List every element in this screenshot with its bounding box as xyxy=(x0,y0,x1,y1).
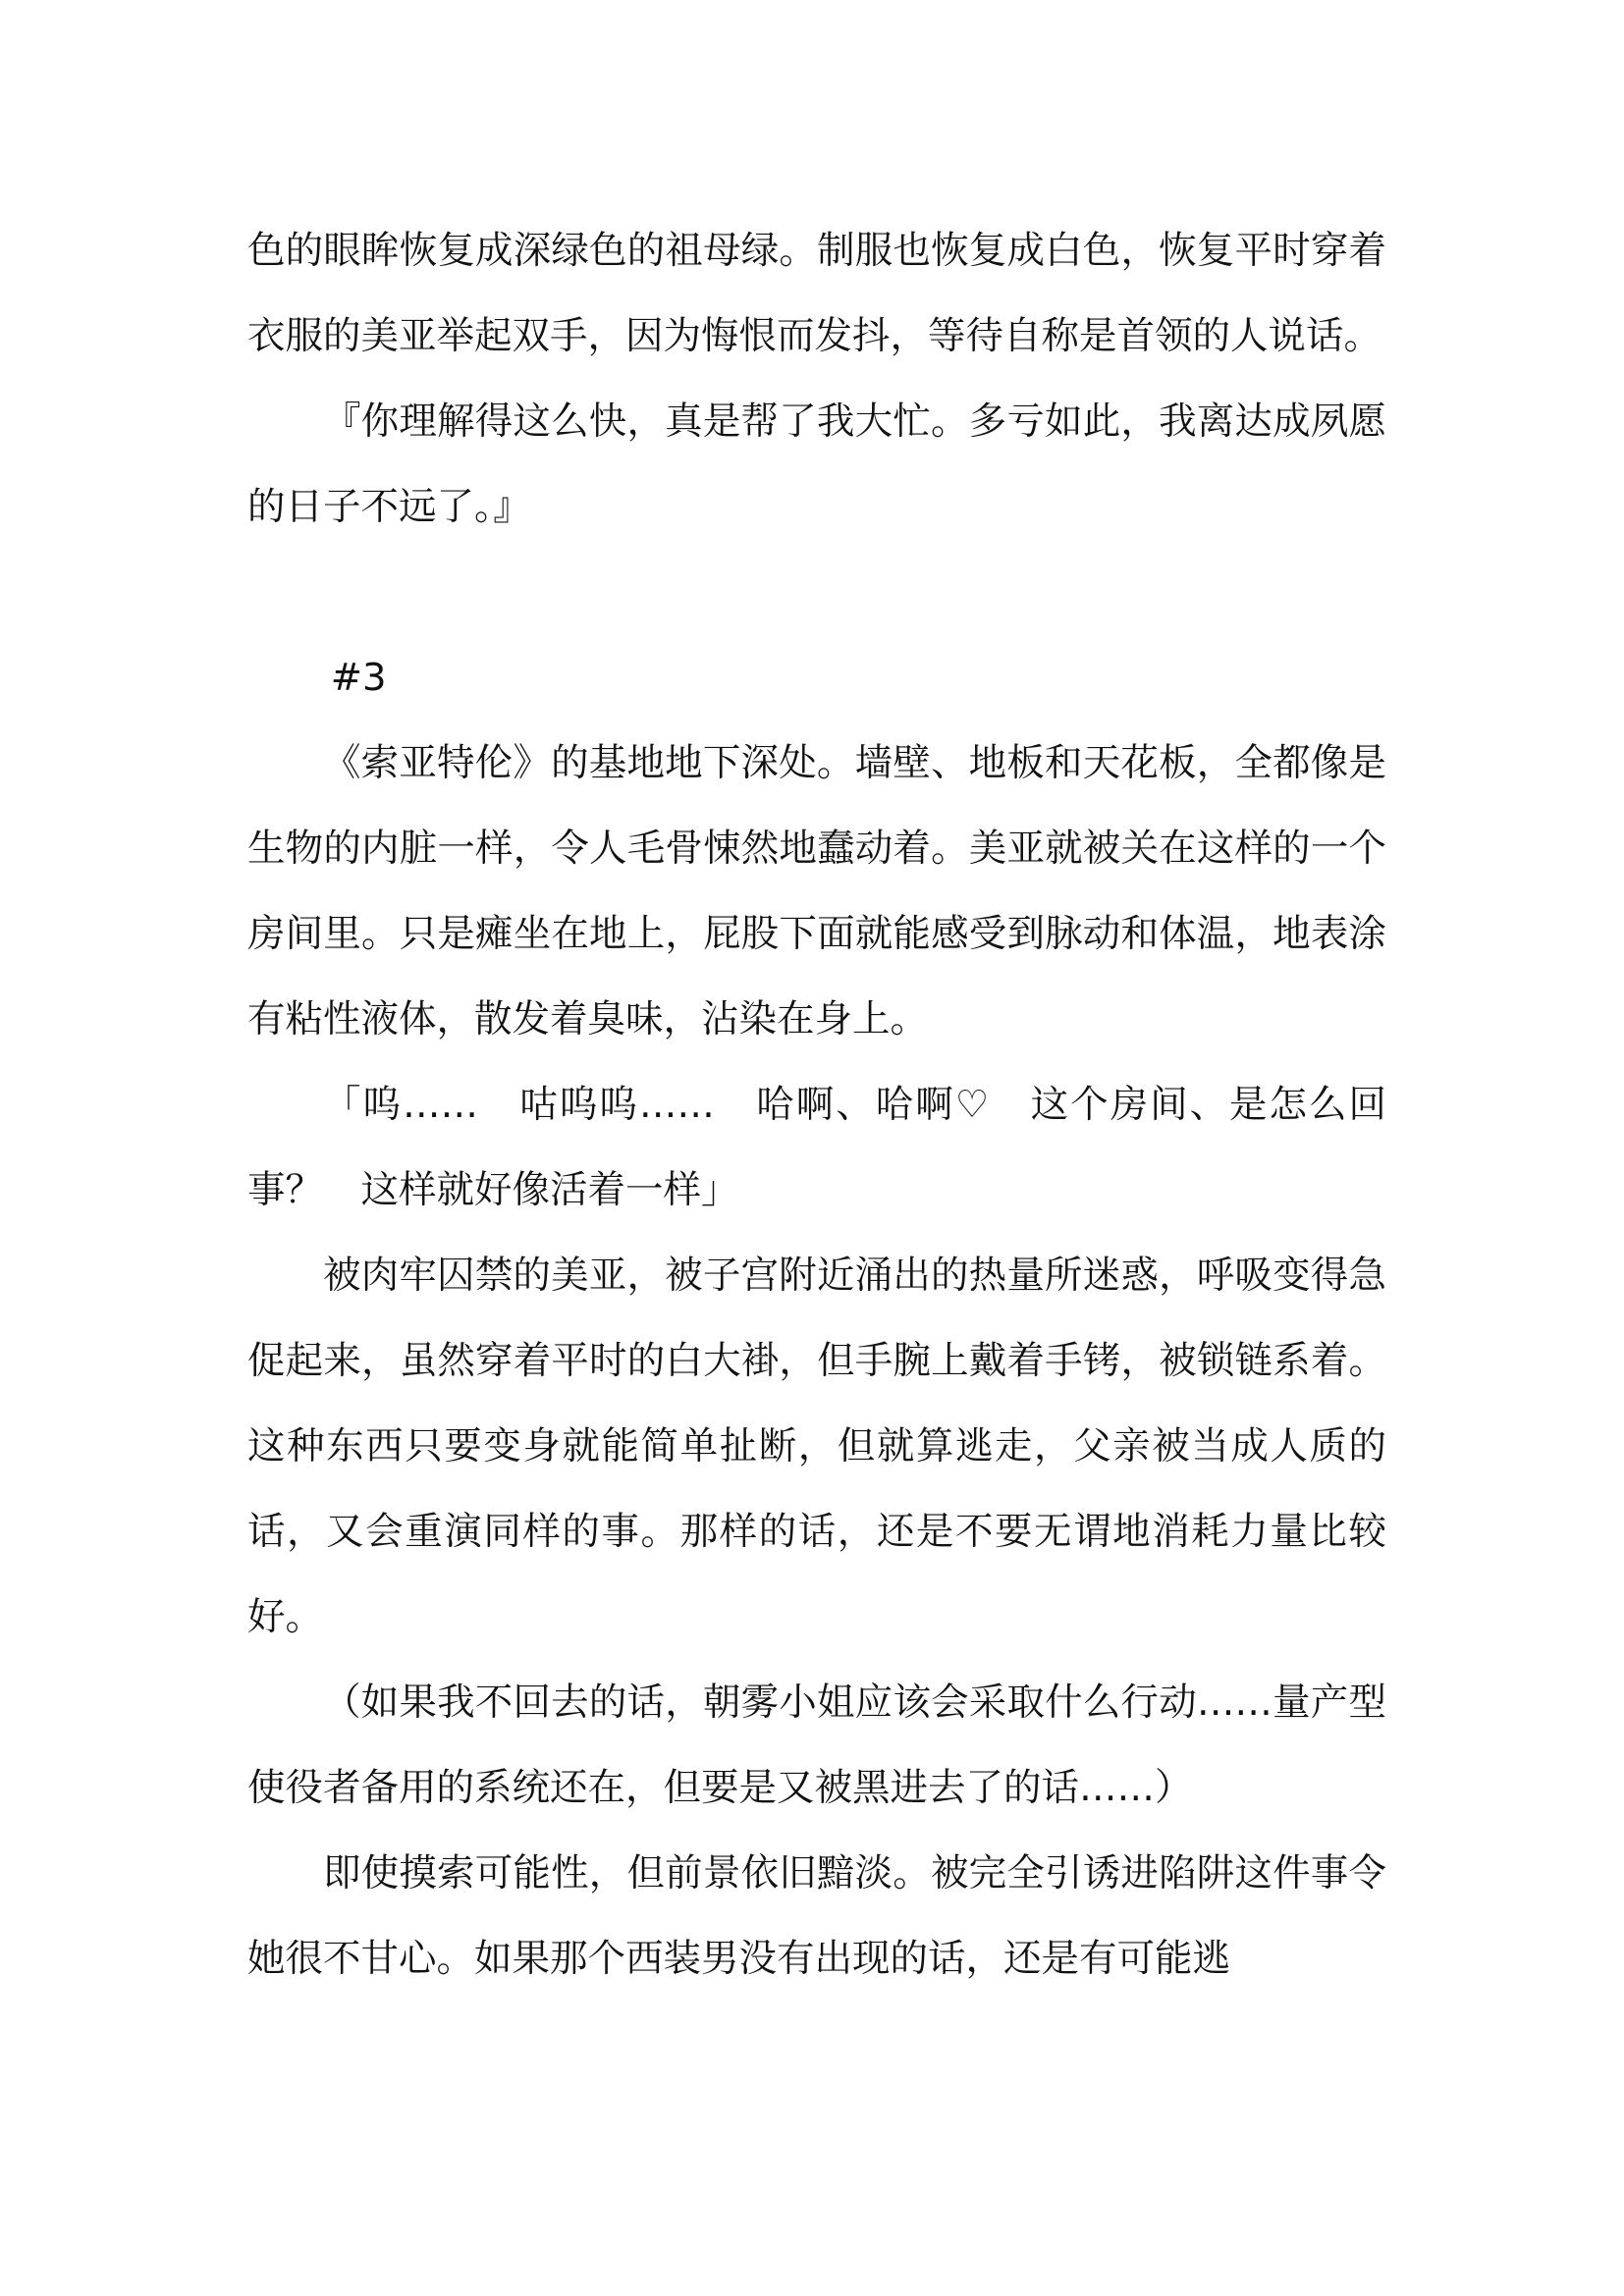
paragraph-eye-color: 色的眼眸恢复成深绿色的祖母绿。制服也恢复成白色，恢复平时穿着衣服的美亚举起双手，因为悔恨而发抖，等待自称是首领的人说话。 xyxy=(247,229,1386,358)
paragraph-base-interior: 《索亚特伦》的基地地下深处。墙壁、地板和天花板，全都像是生物的内脏一样，令人毛骨悚然地蠢动着。美亚就被关在这样的一个房间里。只是瘫坐在地上，屁股下面就能感受到脉动和体温，地表涂有粘性液体，散发着臭味，沾染在身上。 xyxy=(247,741,1386,1041)
text-column xyxy=(247,208,1386,2002)
paragraph-bleak-prospects: 即使摸索可能性，但前景依旧黯淡。被完全引诱进陷阱这件事令她很不甘心。如果那个西装男没有出现的话，还是有可能逃 xyxy=(247,1851,1386,1981)
paragraph-leader-speech: 『你理解得这么快，真是帮了我大忙。多亏如此，我离达成夙愿的日子不远了。』 xyxy=(247,400,1386,529)
section-heading: #3 xyxy=(330,656,387,700)
paragraph-inner-thought: （如果我不回去的话，朝雾小姐应该会采取什么行动……量产型使役者备用的系统还在，但要是又被黑进去了的话……） xyxy=(247,1681,1386,1810)
paragraph-mia-dialogue: 「呜…… 咕呜呜…… 哈啊、哈啊♡ 这个房间、是怎么回事？ 这样就好像活着一样」 xyxy=(247,1083,1386,1212)
paragraph-flesh-prison: 被肉牢囚禁的美亚，被子宫附近涌出的热量所迷惑，呼吸变得急促起来，虽然穿着平时的白大褂，但手腕上戴着手铐，被锁链系着。这种东西只要变身就能简单扯断，但就算逃走，父亲被当成人质的话，又会重演同样的事。那样的话，还是不要无谓地消耗力量比较好。 xyxy=(247,1254,1386,1639)
blank-line xyxy=(247,550,1386,635)
